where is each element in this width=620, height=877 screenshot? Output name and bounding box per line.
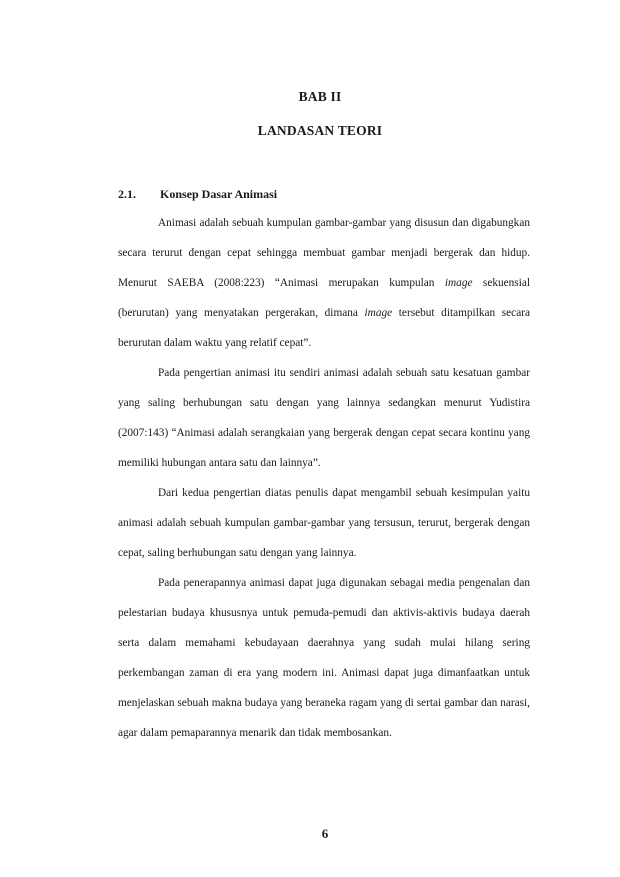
paragraph-1-italic-image-2: image bbox=[364, 307, 393, 319]
paragraph-1-text-b: sekuensial (berurutan) yang menyatakan pergerakan, dimana bbox=[118, 277, 530, 319]
paragraph-1-italic-image-1: image bbox=[444, 277, 473, 289]
paragraph-4: Pada penerapannya animasi dapat juga digunakan sebagai media pengenalan dan pelestarian budaya khususnya untuk pemuda-pemudi dan aktivis-aktivis budaya daerah serta dalam memahami kebudayaan daerahnya yang sudah mulai hilang sering perkembangan zaman di era yang modern ini. Animasi dapat juga dimanfaatkan untuk menjelaskan sebuah makna budaya yang beraneka ragam yang di sertai gambar dan narasi, agar dalam pemaparannya menarik dan tidak membosankan. bbox=[118, 577, 530, 739]
body-text bbox=[118, 208, 530, 748]
section-number: 2.1. bbox=[118, 187, 136, 201]
chapter-title: LANDASAN TEORI bbox=[257, 123, 383, 138]
paragraph-1-text-c: tersebut ditampilkan secara berurutan dalam waktu yang relatif cepat”. bbox=[118, 307, 530, 349]
paragraph-3: Dari kedua pengertian diatas penulis dapat mengambil sebuah kesimpulan yaitu animasi adalah sebuah kumpulan gambar-gambar yang tersusun, terurut, bergerak dengan cepat, saling berhubungan satu dengan yang lainnya. bbox=[118, 487, 530, 559]
paragraph-1-text-a: Animasi adalah sebuah kumpulan gambar-gambar yang disusun dan digabungkan secara terurut dengan cepat sehingga membuat gambar menjadi bergerak dan hidup. Menurut SAEBA (2008:223) “Animasi merupakan kumpulan bbox=[118, 217, 530, 289]
page-number: 6 bbox=[321, 826, 329, 841]
paragraph-1 bbox=[118, 208, 530, 358]
chapter-number: BAB II bbox=[298, 89, 342, 104]
section-title: Konsep Dasar Animasi bbox=[160, 187, 278, 201]
section-heading bbox=[118, 187, 277, 202]
paragraph-2: Pada pengertian animasi itu sendiri animasi adalah sebuah satu kesatuan gambar yang saling berhubungan satu dengan yang lainnya sedangkan menurut Yudistira (2007:143) “Animasi adalah serangkaian yang bergerak dengan cepat secara kontinu yang memiliki hubungan antara satu dan lainnya”. bbox=[118, 367, 530, 469]
